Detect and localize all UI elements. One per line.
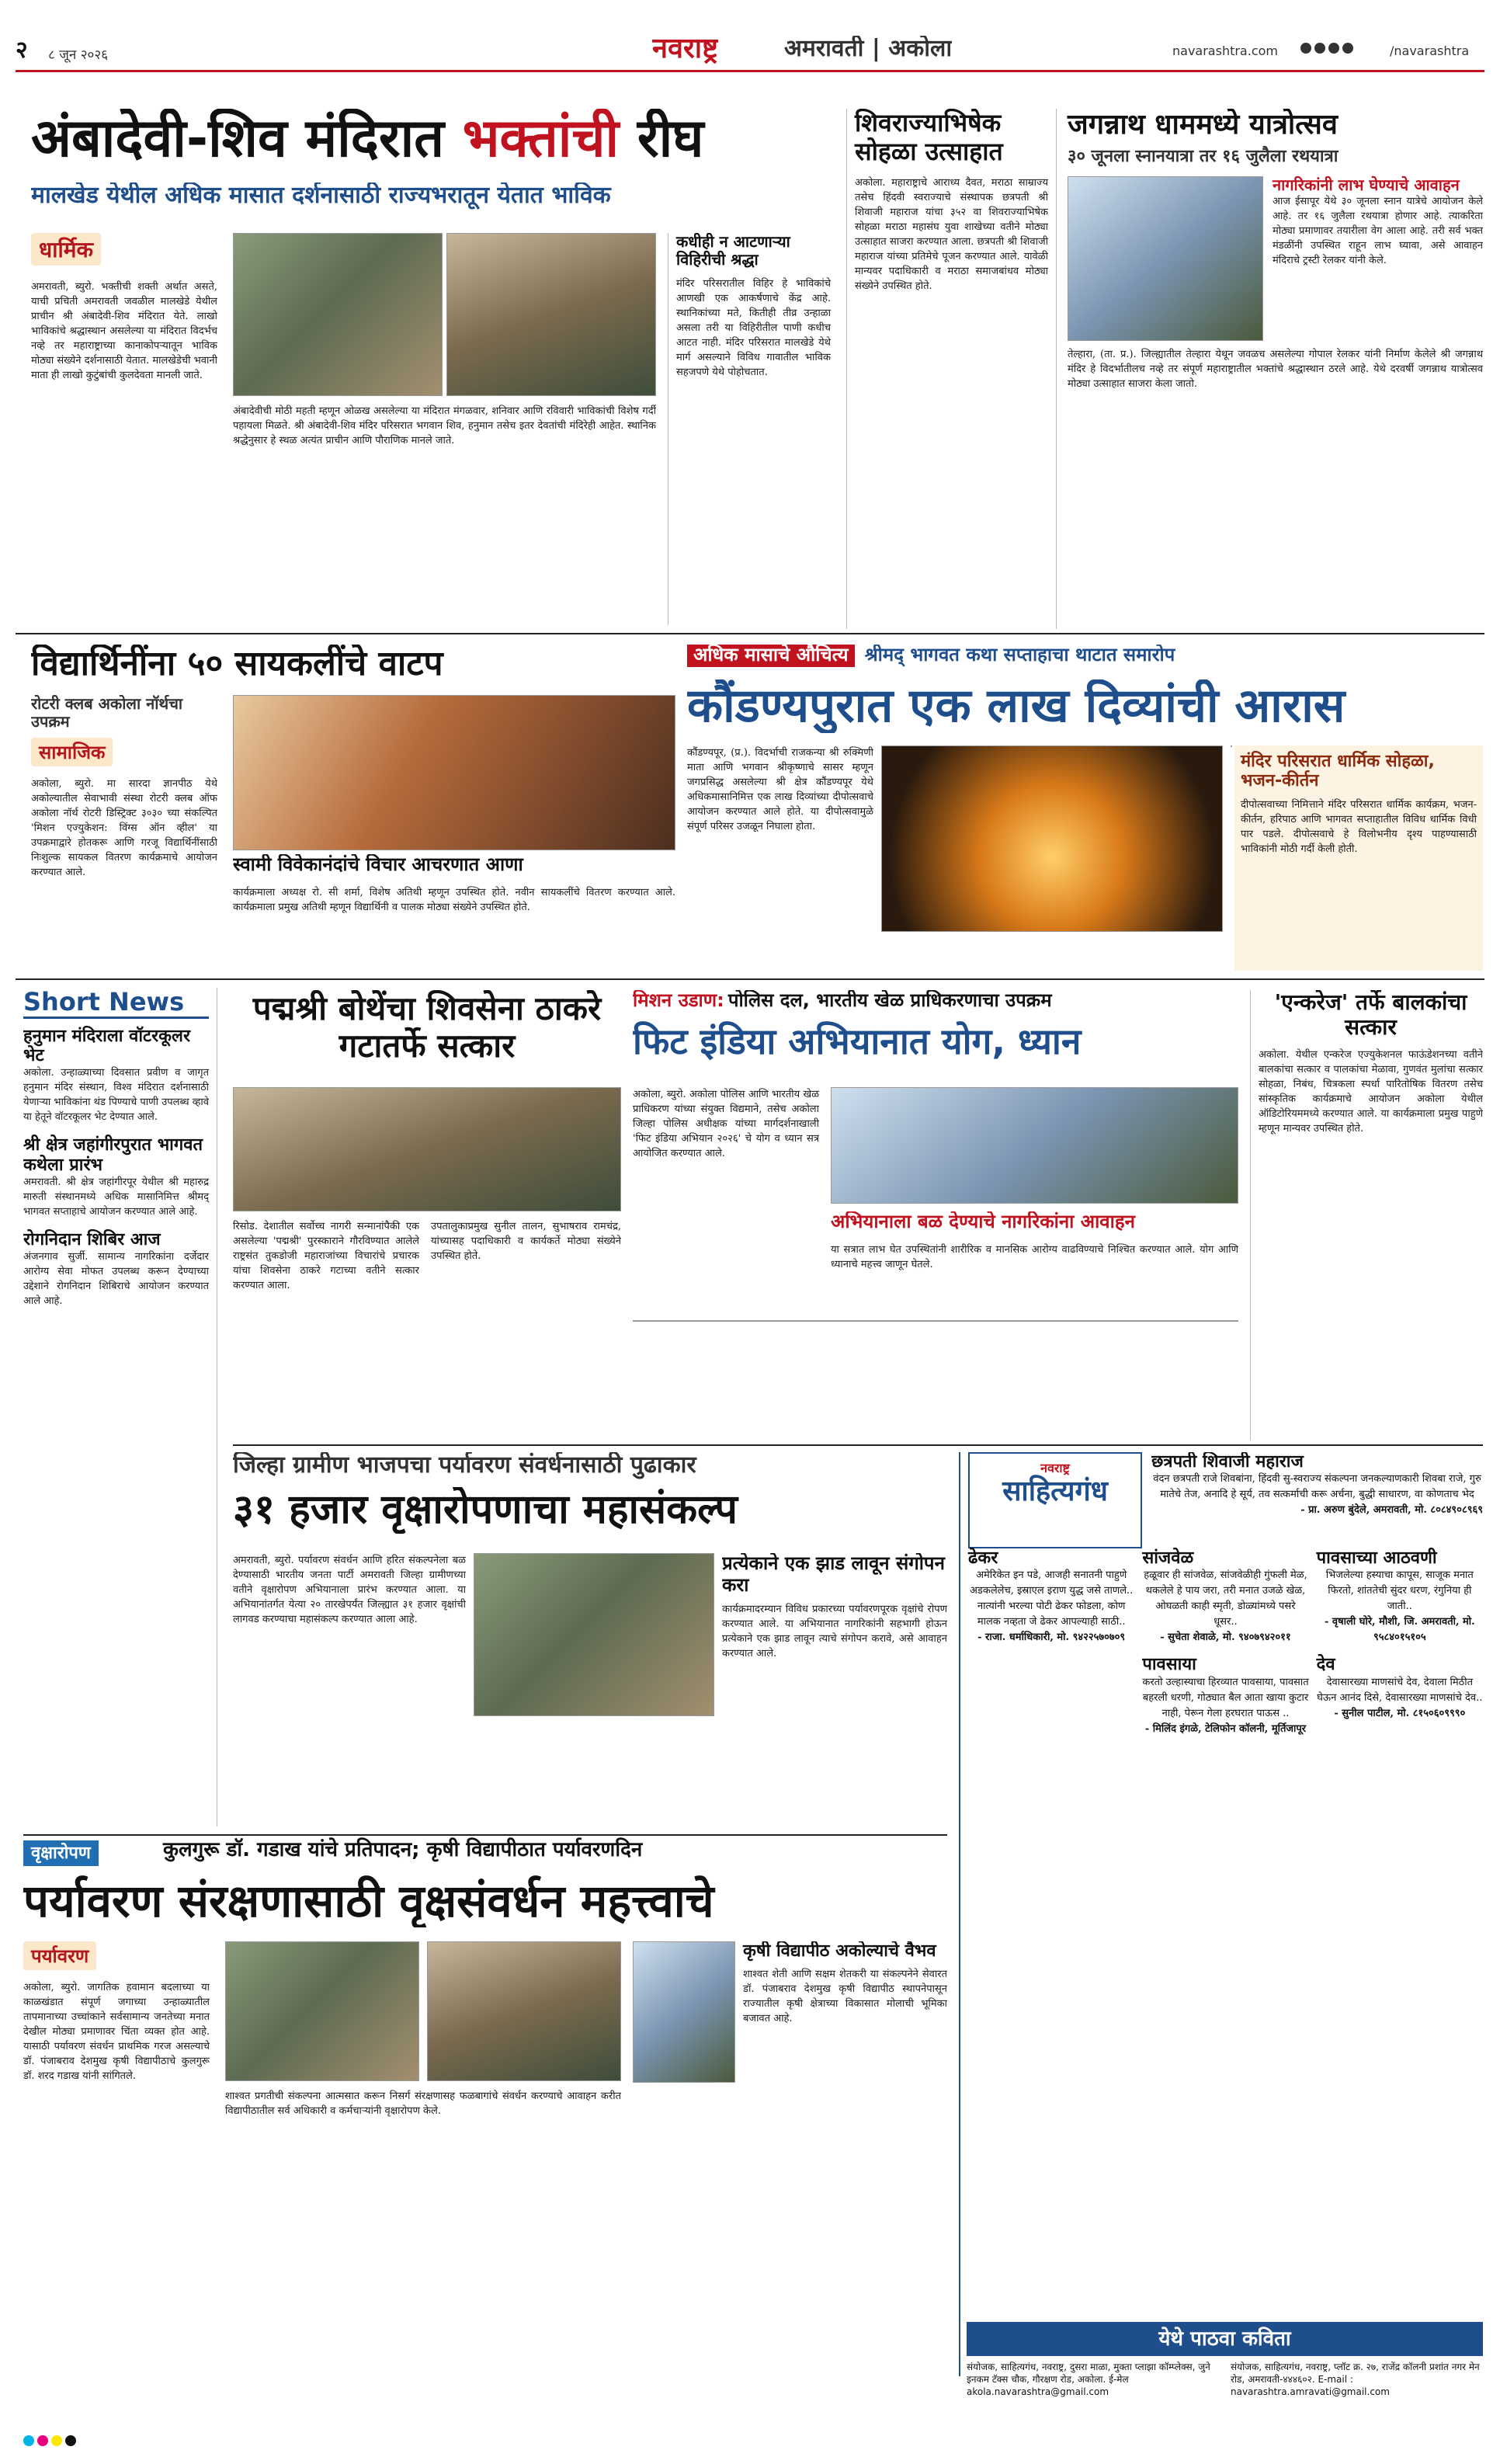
bhagwat-box-title: मंदिर परिसरात धार्मिक सोहळा, भजन-कीर्तन	[1241, 752, 1435, 791]
yoga-kicker	[633, 990, 1238, 1012]
divider-2	[16, 978, 1484, 980]
registration-dot	[23, 2435, 34, 2446]
vc-body-2: शाश्वत प्रगतीची संकल्पना आत्मसात करून निसर्ग संरक्षणासह फळबागांचे संवर्धन करण्याचे आवाहन करीत विद्यापीठातील सर्व अधिकारी व कर्मचाऱ्यांनी वृक्षारोपण केले.	[225, 2090, 621, 2117]
vc-photo-2	[427, 1941, 621, 2081]
cycles-org: रोटरी क्लब अकोला नॉर्थचा उपक्रम	[31, 695, 183, 731]
registration-dot	[65, 2435, 76, 2446]
short-news-title: श्री क्षेत्र जहांगीरपुरात भागवत कथेला प्रारंभ	[23, 1135, 203, 1175]
poem-body: करतो उल्हास्याचा हिरव्यात पावसाया, पावसात बहरली धरणी, गोठ्यात बैल आता खाया कुटार नाही, पेरून गेला हरघरात पाऊस ..	[1142, 1676, 1309, 1719]
short-news-header: Short News	[23, 988, 209, 1019]
poem-author: - प्रा. अरुण बुंदेले, अमरावती, मो. ८०८४९०८९६९	[1300, 1504, 1483, 1517]
lead-headline	[31, 109, 831, 169]
yoga-quote: अभियानाला बळ देण्याचे नागरिकांना आवाहन	[831, 1211, 1135, 1232]
poem-title: पावसाया	[1142, 1655, 1196, 1675]
lead-photo-1	[233, 233, 443, 396]
lead-photo-2	[446, 233, 656, 396]
divider-3	[233, 1444, 1483, 1446]
sahitya-contact-right: संयोजक, साहित्यगंध, नवराष्ट्र, प्लॉट क्र. २७, राजेंद्र कॉलनी प्रशांत नगर मेन रोड, अमरावती-४४४६०२. E-mail : navarashtra.amravati@gmail.com	[1231, 2361, 1480, 2397]
bhagwat-box-body: दीपोत्सवाच्या निमित्ताने मंदिर परिसरात धार्मिक कार्यक्रम, भजन-कीर्तन, हरिपाठ आणि भागवत सप्ताहातील विविध धार्मिक विधी पार पडले. दीपोत्सवाचे हे विलोभनीय दृश्य पाहण्यासाठी भाविकांनी मोठी गर्दी केली होती.	[1241, 798, 1477, 855]
masthead-rule	[16, 70, 1484, 72]
yoga-photo-2	[633, 1320, 1238, 1322]
category-tag: धार्मिक	[31, 233, 101, 266]
bjp-box-title: प्रत्येकाने एक झाड लावून संगोपन करा	[722, 1553, 945, 1596]
lead-body-col2: अंबादेवीची मोठी महती म्हणून ओळख असलेल्या या मंदिरात मंगळवार, शनिवार आणि रविवारी भाविकांची विशेष गर्दी पहायला मिळते. श्री अंबादेवी-शिव मंदिर परिसरात भगवान शिव, हनुमान तसेच इतर देवतांची मंदिरेही आहेत. स्थानिक श्रद्धेनुसार हे स्थळ अत्यंत प्राचीन आणि पौराणिक मानले जाते.	[233, 405, 656, 447]
jagannath-box-title: नागरिकांनी लाभ घेण्याचे आवाहन	[1273, 175, 1460, 194]
sahitya-poem	[1317, 1548, 1483, 1737]
poem-body: देवासारख्या माणसांचे देव, देवाला मिठीत घेऊन आनंद दिसे, देवासारख्या माणसांचे देव..	[1317, 1676, 1483, 1704]
bjp-photo	[474, 1553, 714, 1716]
bjp-box	[722, 1553, 947, 1825]
poem-body: वंदन छत्रपती राजे शिवबांना, हिंदवी सु-स्वराज्य संकल्पना जनकल्याणकारी शिवबा राजे, गुरु मातेचे तेज, अनादि हे सूर्य, तव सत्कर्माची करू अर्चना, बुद्धी साधारण, वा कोणताच भेद	[1153, 1473, 1481, 1501]
bothe-body-2: उपतालुकाप्रमुख सुनील तालन, सुभाषराव रामचंद्र, यांच्यासह पदाधिकारी व कार्यकर्ते मोठ्या संख्येने उपस्थित होते.	[431, 1221, 621, 1262]
vc-title: पर्यावरण संरक्षणासाठी वृक्षसंवर्धन महत्त्वाचे	[23, 1875, 714, 1927]
bothe-body: रिसोड. देशातील सर्वोच्च नागरी सन्मानांपैकी एक असलेल्या 'पद्मश्री' पुरस्काराने गौरविण्यात आलेले राष्ट्रसंत तुकडोजी महाराजांच्या विचारांचे प्रचारक यांचा शिवसेना ठाकरे गटाच्या वतीने सत्कार करण्यात आला.	[233, 1221, 419, 1291]
bjp-body: अमरावती, ब्युरो. पर्यावरण संवर्धन आणि हरित संकल्पनेला बळ देण्यासाठी भारतीय जनता पार्टी अमरावती जिल्हा ग्रामीणच्या वतीने वृक्षारोपण अभियानाला प्रारंभ करण्यात आला. या अभियानांतर्गत येत्या २० तारखेपर्यंत जिल्ह्यात ३१ हजार वृक्षांची लागवड करण्याचा महासंकल्प करण्यात आला आहे.	[233, 1555, 466, 1625]
lead-sidebar-title: कधीही न आटणाऱ्या विहिरीची श्रद्धा	[676, 233, 790, 269]
jagannath-title: जगन्नाथ धाममध्ये यात्रोत्सव	[1068, 109, 1338, 141]
facebook-icon[interactable]	[1300, 43, 1311, 54]
poem-title: देव	[1316, 1655, 1335, 1675]
sahitya-grid	[968, 1548, 1483, 1737]
short-news-item	[23, 1230, 209, 1308]
poem-title: पावसाच्या आठवणी	[1316, 1548, 1437, 1568]
bjp-headline: ३१ हजार वृक्षारोपणाचा महासंकल्प	[233, 1487, 738, 1533]
bjp-title: जिल्हा ग्रामीण भाजपचा पर्यावरण संवर्धनासाठी पुढाकार	[233, 1452, 696, 1479]
x-icon[interactable]	[1328, 43, 1339, 54]
registration-marks	[23, 2434, 1483, 2453]
short-news-title: रोगनिदान शिबिर आज	[23, 1229, 161, 1249]
send-poems-banner: येथे पाठवा कविता	[967, 2322, 1483, 2356]
poem-title: ढेकर	[968, 1548, 998, 1568]
yoga-body: अकोला, ब्युरो. अकोला पोलिस आणि भारतीय खेळ प्राधिकरण यांच्या संयुक्त विद्यमाने, तसेच अकोला जिल्हा पोलिस अधीक्षक यांच्या मार्गदर्शनाखाली 'फिट इंडिया अभियान २०२६' चे योग व ध्यान सत्र आयोजित करण्यात आले.	[633, 1089, 819, 1159]
registration-dot	[51, 2435, 62, 2446]
masthead	[16, 31, 1484, 74]
yoga-body-2: या सत्रात लाभ घेत उपस्थितांनी शारीरिक व मानसिक आरोग्य वाढविण्याचे निश्चित करण्यात आले. योग आणि ध्यानाचे महत्त्व जाणून घेतले.	[831, 1244, 1238, 1270]
bhagwat-kicker-2: श्रीमद् भागवत कथा सप्ताहाचा थाटात समारोप	[864, 645, 1175, 666]
sahitya-poem	[968, 1548, 1134, 1737]
brand-logo: नवराष्ट्र	[652, 33, 719, 64]
lead-sidebar	[668, 233, 831, 625]
category-tag: सामाजिक	[31, 738, 113, 766]
short-news-body: अकोला. उन्हाळ्याच्या दिवसात प्रवीण व जागृत हनुमान मंदिर संस्थान, विश्व मंदिरात दर्शनासाठी येणाऱ्या भाविकांना थंड पिण्याचे पाणी उपलब्ध व्हावे या हेतूने वॉटरकूलर भेट देण्यात आले.	[23, 1067, 209, 1124]
sahitya-brand: नवराष्ट्र	[1040, 1461, 1070, 1475]
lead-body-col1: अमरावती, ब्युरो. भक्तीची शक्ती अर्थात असते, याची प्रचिती अमरावती जवळील मालखेडे येथील प्राचीन श्री अंबादेवी-शिव मंदिरात येते. लाखो भाविकांचे श्रद्धास्थान असलेल्या या मंदिरात विदर्भच नव्हे तर महाराष्ट्राच्या कानाकोपऱ्यातून भाविक मोठ्या संख्येने दर्शनासाठी येतात. मालखेडेची भवानी माता ही लाखो कुटुंबांची कुलदेवता मानली जाते.	[31, 281, 217, 381]
instagram-icon[interactable]	[1314, 43, 1325, 54]
vc-body: अकोला, ब्युरो. जागतिक हवामान बदलाच्या या काळखंडात संपूर्ण जगाच्या उन्हाळ्यातील तापमानाच्या उच्चांकाने सर्वसामान्य जनतेच्या मनात देखील मोठ्या प्रमाणावर चिंता व्यक्त होत आहे. यासाठी पर्यावरण संवर्धन प्राथमिक गरज असल्याचे डॉ. पंजाबराव देशमुख कृषी विद्यापीठाचे कुलगुरू डॉ. शरद गडाख यांनी सांगितले.	[23, 1982, 210, 2082]
sahitya-contact-left: संयोजक, साहित्यगंध, नवराष्ट्र, दुसरा माळा, मुक्ता प्लाझा कॉम्प्लेक्स, जुने इनकम टॅक्स चौक, गौरक्षण रोड, अकोला. ई-मेल akola.navarashtra@gmail.com	[967, 2361, 1210, 2397]
poem-author: - मिलिंद इंगळे, टेलिफोन कॉलनी, मूर्तिजापूर	[1144, 1722, 1307, 1735]
lead-subtitle: मालखेड येथील अधिक मासात दर्शनासाठी राज्यभरातून येतात भाविक	[31, 182, 611, 209]
short-news	[23, 988, 217, 1826]
page-number: २	[16, 37, 28, 64]
bothe-title: पद्मश्री बोथेंचा शिवसेना ठाकरे गटातर्फे सत्कार	[252, 990, 602, 1065]
social-handle[interactable]: /navarashtra	[1390, 43, 1470, 58]
cycles-title: विद्यार्थिनींना ५० सायकलींचे वाटप	[31, 645, 443, 683]
lead-headline-part3: रीघ	[619, 109, 704, 169]
registration-dot	[37, 2435, 48, 2446]
bhagwat-box	[1234, 745, 1483, 971]
edition-name: अमरावती | अकोला	[784, 36, 953, 62]
cycles-photo	[233, 695, 675, 850]
shivrajya-title: शिवराज्याभिषेक सोहळा उत्साहात	[855, 109, 1003, 166]
poem-body: हळूवार ही सांजवेळ, सांजवेळीही गुंफली मेळ, थकलेले हे पाय जरा, तरी मनात उजळे खेळ, ओघळती काही स्मृती, डोळ्यांमध्ये पसरे धूसर..	[1144, 1569, 1307, 1628]
poem-body: भिजलेल्या हस्याचा कापूस, साजूक मनात फिरतो, शांततेची सुंदर धरण, रंगुनिया ही जाती..	[1325, 1569, 1474, 1613]
youtube-icon[interactable]	[1342, 43, 1353, 54]
divider-1	[16, 633, 1484, 634]
edition-date: ८ जून २०२६	[48, 47, 109, 63]
cycles-photo-caption: स्वामी विवेकानंदांचे विचार आचरणात आणा	[233, 854, 523, 875]
short-news-body: अंजनगाव सुर्जी. सामान्य नागरिकांना दर्जेदार आरोग्य सेवा मोफत उपलब्ध करून देण्याच्या उद्देशाने रोगनिदान शिबिराचे आयोजन करण्यात आले आहे.	[23, 1251, 209, 1308]
vc-category-2	[23, 1941, 96, 1970]
yoga-photo	[831, 1087, 1238, 1204]
lead-headline-highlight: भक्तांची	[462, 109, 620, 169]
category-tag: पर्यावरण	[23, 1941, 96, 1970]
bhagwat-title: कौंडण्यपुरात एक लाख दिव्यांची आरास	[687, 679, 1345, 733]
encourage-body: अकोला. येथील एन्करेज एज्युकेशनल फाऊंडेशनच्या वतीने बालकांचा सत्कार व पालकांचा मेळावा, गुणवंत मुलांचा सत्कार सोहळा, निबंध, चित्रकला स्पर्धा पारितोषिक वितरण तसेच सांस्कृतिक कार्यक्रमाचे आयोजन अकोला येथील ऑडिटोरियममध्ये करण्यात आले. या कार्यक्रमाला प्रमुख पाहुणे म्हणून मान्यवर उपस्थित होते.	[1259, 1049, 1483, 1135]
poem-body: अमेरिकेत इन पडे, आजही सनातनी पाहुणे अडकलेलेच, इस्राएल इराण युद्ध जसे ताणले.. नात्यांनी भरल्या पोटी ढेकर फोडला, कोण मालक नव्हता जे ढेकर आपल्याही साठी..	[970, 1569, 1134, 1628]
sahitya-masthead	[968, 1452, 1142, 1548]
yoga-title: फिट इंडिया अभियानात योग, ध्यान	[633, 1021, 1082, 1062]
jagannath-section	[1056, 109, 1483, 629]
short-news-title: हनुमान मंदिराला वॉटरकूलर भेट	[23, 1026, 190, 1066]
lead-category	[31, 233, 217, 272]
vc-box-photo	[633, 1941, 735, 2083]
jagannath-body: तेल्हारा, (ता. प्र.). जिल्ह्यातील तेल्हारा येथून जवळच असलेल्या गोपाल रेलकर यांनी निर्माण केलेले श्री जगन्नाथ मंदिर हे विदर्भातीलच नव्हे तर संपूर्ण महाराष्ट्रातील भक्तांचे श्रद्धास्थान ठरले आहे. येथे दरवर्षी जगन्नाथ यात्रोत्सव मोठ्या उत्साहात साजरा केला जातो.	[1068, 348, 1483, 390]
jagannath-subtitle: ३० जूनला स्नानयात्रा तर १६ जुलैला रथयात्रा	[1068, 147, 1339, 167]
cycles-category	[31, 738, 113, 766]
lead-sidebar-body: मंदिर परिसरातील विहिर हे भाविकांचे आणखी एक आकर्षणाचे केंद्र आहे. स्थानिकांच्या मते, कितीही तीव्र उन्हाळा असला तरी या विहिरीतील पाणी कधीच आटत नाही. मंदिर परिसरात मालखेडे येथे मार्ग असल्याने विविध गावातील भाविक सहजपणे येथे पोहोचतात.	[676, 278, 831, 378]
website[interactable]: navarashtra.com	[1172, 43, 1278, 58]
short-news-item	[23, 1135, 209, 1219]
poem-title: सांजवेळ	[1142, 1548, 1194, 1568]
encourage-title: 'एन्करेज' तर्फे बालकांचा सत्कार	[1274, 990, 1467, 1041]
shivrajya-section	[846, 109, 1048, 629]
poem-author: - राजा. धर्माधिकारी, मो. ९४२२५७०७०९	[977, 1632, 1126, 1644]
bhagwat-body: कौंडण्यपूर, (प्र.). विदर्भाची राजकन्या श्री रुक्मिणी माता आणि भगवान श्रीकृष्णाचे सासर म्हणून जगप्रसिद्ध असलेल्या श्री क्षेत्र कौंडण्यपूर येथे अधिकमासानिमित्त एक लाख दिव्यांच्या दीपोत्सवाचे आयोजन करण्यात आले होते. या दीपोत्सवामुळे संपूर्ण परिसर उजळून निघाला होता.	[687, 747, 873, 832]
yoga-kicker-2: पोलिस दल, भारतीय खेळ प्राधिकरणाचा उपक्रम	[727, 990, 1052, 1011]
yoga-kicker-1: मिशन उडाण:	[633, 990, 724, 1011]
bhagwat-photo	[881, 745, 1223, 932]
vc-kicker: कुलगुरू डॉ. गडाख यांचे प्रतिपादन; कृषी विद्यापीठात पर्यावरणदिन	[163, 1838, 643, 1861]
jagannath-photo	[1068, 176, 1263, 341]
bhagwat-kicker-1: अधिक मासाचे औचित्य	[687, 645, 855, 667]
poem-title: छत्रपती शिवाजी महाराज	[1151, 1452, 1304, 1472]
cycles-body-2: कार्यक्रमाला अध्यक्ष रो. सी शर्मा, विशेष अतिथी म्हणून उपस्थित होते. नवीन सायकलींचे वितरण करण्यात आले. कार्यक्रमाला प्रमुख अतिथी म्हणून विद्यार्थिनी व पालक मोठ्या संख्येने उपस्थित होते.	[233, 887, 675, 913]
social-icons[interactable]	[1300, 42, 1386, 59]
vc-photo-1	[225, 1941, 419, 2081]
sahitya-title: साहित्यगंध	[1002, 1475, 1108, 1508]
poem-author: - सुचेता शेवाळे, मो. ९४०७९४२०११	[1160, 1632, 1291, 1644]
bhagwat-photo-2	[1231, 745, 1232, 747]
bothe-photo	[233, 1087, 621, 1211]
sahitya-section	[959, 1452, 1483, 2376]
bjp-box-body: कार्यक्रमादरम्यान विविध प्रकारच्या पर्यावरणपूरक वृक्षांचे रोपण करण्यात आले. या अभियानात नागरिकांनी सहभागी होऊन प्रत्येकाने एक झाड लावून त्याचे संगोपन करावे, असे आवाहन करण्यात आले.	[722, 1604, 947, 1660]
poem-author: - वृषाली घोरे, मौशी, जि. अमरावती, मो. ९५८४०१५१०५	[1324, 1616, 1475, 1644]
vc-category: वृक्षारोपण	[23, 1840, 99, 1866]
bhagwat-kicker	[687, 645, 1483, 676]
cycles-body: अकोला, ब्युरो. मा सारदा ज्ञानपीठ येथे अकोल्यातील सेवाभावी संस्था रोटरी क्लब ऑफ अकोला नॉर्थ रोटरी डिस्ट्रिक्ट ३०३० च्या संकल्पित 'मिशन एज्युकेशन: विंग्स ऑन व्हील' या उपक्रमाद्वारे होतकरू आणि गरजू विद्यार्थिनींसाठी निःशुल्क सायकल वितरण कार्यक्रमाचे आयोजन करण्यात आले.	[31, 778, 217, 878]
sahitya-poem	[1151, 1452, 1483, 1518]
sahitya-poem	[1142, 1548, 1308, 1737]
short-news-item	[23, 1027, 209, 1125]
shivrajya-body: अकोला. महाराष्ट्राचे आराध्य दैवत, मराठा साम्राज्य तसेच हिंदवी स्वराज्याचे संस्थापक छत्रपती श्री शिवाजी महाराज यांचा ३५२ वा शिवराज्याभिषेक सोहळा मराठा महासंघ युवा शाखेच्या वतीने मोठ्या उत्साहात साजरा करण्यात आला. छत्रपती श्री शिवाजी महाराज यांच्या प्रतिमेचे पूजन करण्यात आले. यावेळी मान्यवर पदाधिकारी व मराठा समाजबांधव मोठ्या संख्येने उपस्थित होते.	[855, 176, 1048, 292]
lead-headline-part1: अंबादेवी-शिव मंदिरात	[31, 109, 463, 169]
short-news-body: अमरावती. श्री क्षेत्र जहांगीरपूर येथील श्री महारुद्र मारुती संस्थानमध्ये अधिक मासानिमित्त श्रीमद् भागवत सप्ताहाचे आयोजन करण्यात आले आहे.	[23, 1176, 209, 1218]
encourage-section	[1250, 990, 1483, 1441]
jagannath-box-body: आज ईसापूर येथे ३० जूनला स्नान यात्रेचे आयोजन केले आहे. तर १६ जुलैला रथयात्रा होणार आहे. त्याकरिता मोठ्या प्रमाणावर तयारीला वेग आला आहे. तरी सर्व भक्त मंडळींनी उपस्थित राहून लाभ घ्यावा, असे आवाहन मंदिराचे ट्रस्टी रेलकर यांनी केले.	[1273, 195, 1483, 266]
vc-box	[633, 1941, 947, 2415]
poem-author: - सुनील पाटील, मो. ८१५०६०९९९०	[1334, 1707, 1466, 1719]
vc-box-body: शाश्वत शेती आणि सक्षम शेतकरी या संकल्पनेने सेवारत डॉ. पंजाबराव देशमुख कृषी विद्यापीठ स्थापनेपासून राज्यातील कृषी क्षेत्राच्या विकासात मोलाची भूमिका बजावत आहे.	[743, 1969, 947, 2025]
vc-kicker-bar	[23, 1834, 947, 1868]
vc-box-title: कृषी विद्यापीठ अकोल्याचे वैभव	[743, 1941, 936, 1961]
